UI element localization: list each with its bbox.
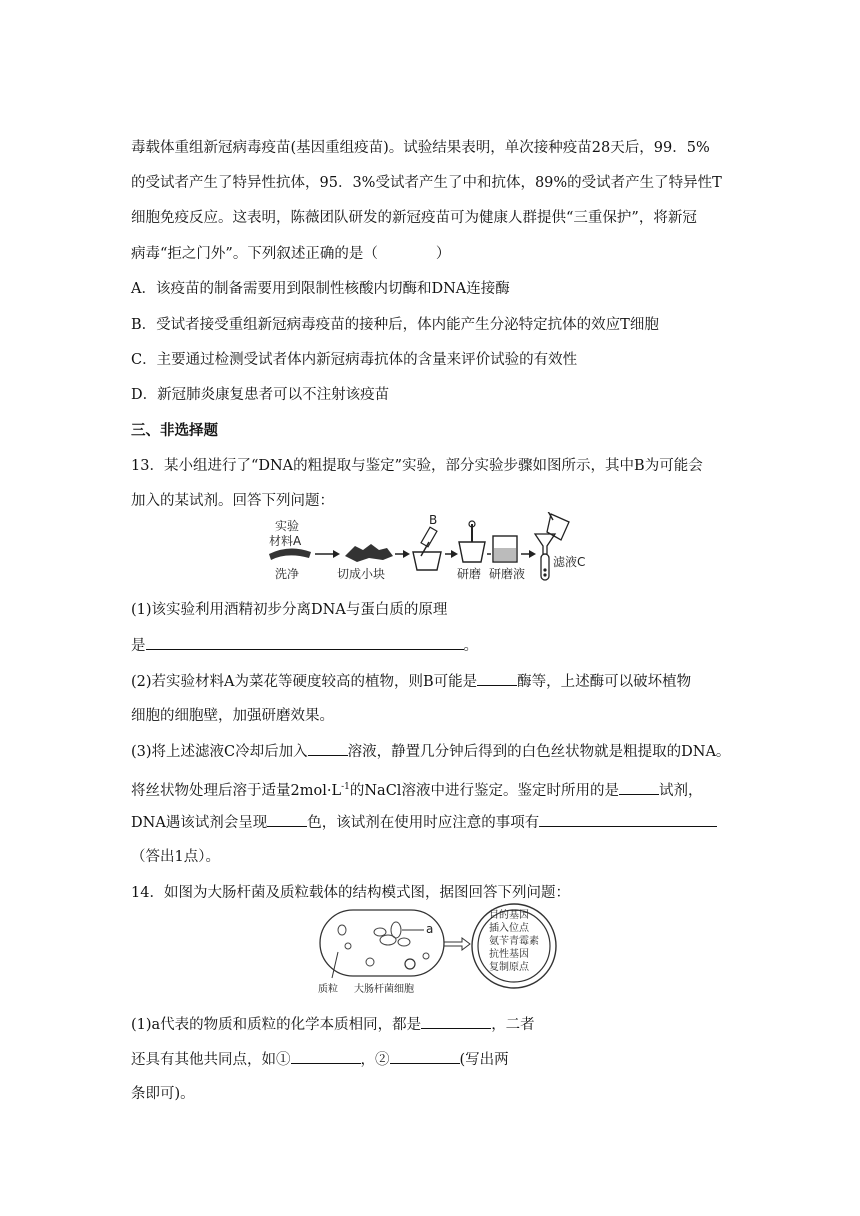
q14-part1-nature-blank[interactable] bbox=[421, 1014, 491, 1029]
figure-label-plasmid: 质粒 bbox=[318, 984, 338, 995]
figure-label-resist-2: 抗性基因 bbox=[489, 949, 529, 960]
q13-part3-b-sup: -1 bbox=[341, 782, 350, 792]
q13-part2-answer-blank[interactable] bbox=[477, 671, 517, 686]
option-a: A．该疫苗的制备需要用到限制性核酸内切酶和DNA连接酶 bbox=[131, 281, 510, 297]
intro-line-2: 的受试者产生了特异性抗体，95．3%受试者产生了中和抗体，89%的受试者产生了特异性T bbox=[131, 175, 722, 191]
plasmid-dot bbox=[405, 959, 415, 969]
q13-part2-suffix: 酶等，上述酶可以破坏植物 bbox=[517, 674, 692, 690]
figure-label-material-1: 实验 bbox=[275, 519, 300, 533]
figure-label-liquid: 研磨液 bbox=[489, 567, 526, 581]
q13-part3-c-2: 色，该试剂在使用时应注意的事项有 bbox=[307, 815, 540, 831]
section-title: 三、非选择题 bbox=[131, 422, 218, 439]
q13-part1-line-a: (1)该实验利用酒精初步分离DNA与蛋白质的原理 bbox=[131, 602, 448, 618]
mortar-2 bbox=[459, 542, 485, 562]
q14-part1-point2-blank[interactable] bbox=[390, 1049, 460, 1064]
q13-part3-suffix: 溶液，静置几分钟后得到的白色丝状物就是粗提取的DNA。 bbox=[347, 744, 731, 760]
dna-extraction-figure bbox=[265, 512, 605, 612]
option-b: B．受试者接受重组新冠病毒疫苗的接种后，体内能产生分泌特定抗体的效应T细胞 bbox=[131, 317, 659, 333]
q13-stem-1: 13．某小组进行了“DNA的粗提取与鉴定”实验，部分实验步骤如图所示，其中B为可能会 bbox=[131, 458, 703, 474]
q13-stem-2: 加入的某试剂。回答下列问题： bbox=[131, 493, 334, 509]
q13-part1-prefix: 是 bbox=[131, 638, 146, 654]
q13-part3-b-2: 的NaCl溶液中进行鉴定。鉴定时所用的是 bbox=[349, 782, 619, 799]
q13-part3-line-a bbox=[131, 741, 730, 762]
q14-stem: 14．如图为大肠杆菌及质粒载体的结构模式图，据图回答下列问题： bbox=[131, 885, 570, 901]
q13-part2-line-b: 细胞的细胞壁，加强研磨效果。 bbox=[131, 708, 334, 724]
figure-label-cut: 切成小块 bbox=[337, 567, 386, 581]
q13-part3-line-d: （答出1点）。 bbox=[131, 849, 220, 865]
q14-part1-line-c: 条即可)。 bbox=[131, 1086, 195, 1102]
q14-part1-b-2: ，② bbox=[360, 1052, 390, 1068]
figure-label-a: a bbox=[426, 922, 434, 936]
q13-part3-line-b bbox=[131, 777, 702, 801]
plasmid-figure bbox=[318, 902, 578, 997]
figure-label-site-2: 插入位点 bbox=[489, 923, 529, 934]
q14-part1-prefix: (1)a代表的物质和质粒的化学本质相同，都是 bbox=[131, 1017, 422, 1033]
q13-part3-line-c bbox=[131, 812, 717, 833]
q13-part2-line-a bbox=[131, 671, 691, 692]
figure-label-wash: 洗净 bbox=[275, 567, 300, 581]
q13-part3-b-1: 将丝状物处理后溶于适量2mol·L bbox=[131, 782, 342, 799]
figure-label-material-2: 材料A bbox=[269, 534, 302, 548]
figure-label-resist-1: 氨苄青霉素 bbox=[489, 936, 539, 947]
intro-line-4: 病毒“拒之门外”。下列叙述正确的是（ ） bbox=[131, 246, 451, 262]
option-c: C．主要通过检测受试者体内新冠病毒抗体的含量来评价试验的有效性 bbox=[131, 352, 578, 368]
material-a-shape bbox=[269, 548, 311, 560]
q14-part1-b-1: 还具有其他共同点，如① bbox=[131, 1052, 291, 1068]
option-d: D．新冠肺炎康复患者可以不注射该疫苗 bbox=[131, 387, 390, 403]
q13-part3-b-end: 试剂， bbox=[658, 782, 703, 799]
q13-part1-end: 。 bbox=[463, 638, 478, 654]
q13-part3-notes-blank[interactable] bbox=[539, 812, 717, 827]
funnel bbox=[535, 534, 555, 554]
intro-line-1: 毒载体重组新冠病毒疫苗(基因重组疫苗)。试验结果表明，单次接种疫苗28天后，99．5% bbox=[131, 140, 710, 156]
q14-part1-line-b bbox=[131, 1049, 509, 1070]
q13-part1-answer-blank[interactable] bbox=[146, 635, 464, 650]
q13-part2-prefix: (2)若实验材料A为菜花等硬度较高的植物，则B可能是 bbox=[131, 674, 478, 690]
figure-label-site-1: 目的基因 bbox=[489, 910, 529, 921]
q13-part1-line-b bbox=[131, 635, 478, 656]
q13-part3-c-1: DNA遇该试剂会呈现 bbox=[131, 815, 268, 831]
figure-label-filtrate: 滤液C bbox=[553, 555, 586, 569]
pouring-beaker bbox=[547, 514, 569, 540]
q13-part3-color-blank[interactable] bbox=[267, 812, 307, 827]
q13-part3-prefix: (3)将上述滤液C冷却后加入 bbox=[131, 744, 308, 760]
q14-part1-line-a bbox=[131, 1014, 535, 1035]
figure-label-reagent: B bbox=[429, 513, 438, 527]
intro-line-3: 细胞免疫反应。这表明，陈薇团队研发的新冠疫苗可为健康人群提供“三重保护”，将新冠 bbox=[131, 210, 697, 226]
q14-part1-b-end: (写出两 bbox=[459, 1052, 509, 1068]
q13-part3-solution-blank[interactable] bbox=[308, 741, 348, 756]
figure-label-cell: 大肠杆菌细胞 bbox=[354, 984, 414, 995]
cut-pieces-shape bbox=[345, 544, 393, 562]
q13-part3-reagent-blank[interactable] bbox=[619, 780, 659, 795]
figure-label-origin: 复制原点 bbox=[489, 962, 529, 973]
figure-label-grind: 研磨 bbox=[457, 567, 482, 581]
q14-part1-suffix: ，二者 bbox=[491, 1017, 535, 1033]
q14-part1-point1-blank[interactable] bbox=[291, 1049, 361, 1064]
mortar-1 bbox=[413, 552, 441, 570]
